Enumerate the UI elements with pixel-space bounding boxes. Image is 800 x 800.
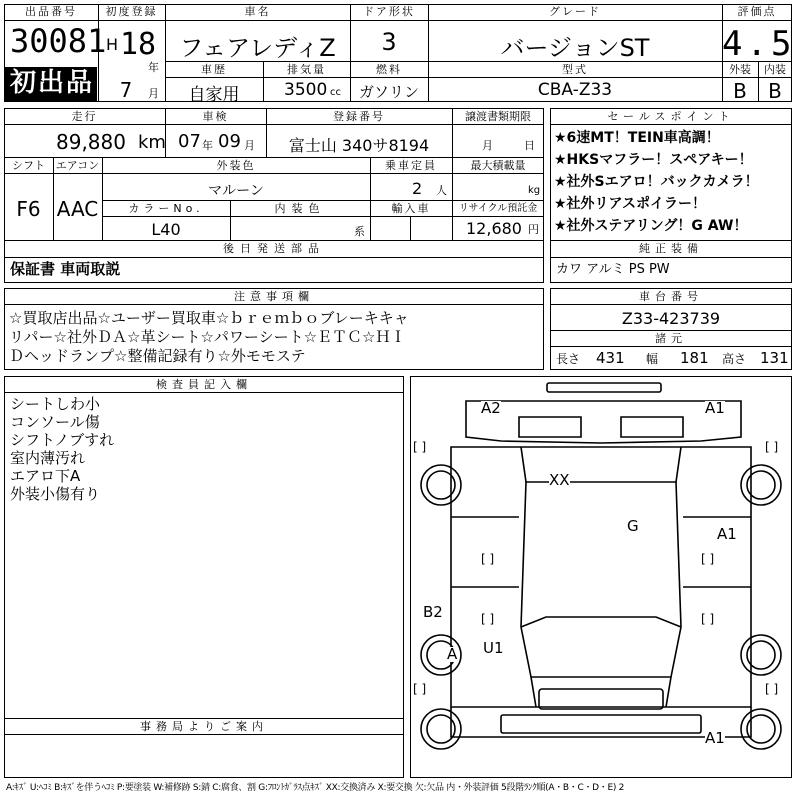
transfer-month-unit: 月 bbox=[482, 139, 493, 152]
later-parts-label: 後日発送部品 bbox=[223, 242, 325, 255]
interior-color-unit: 系 bbox=[354, 225, 365, 238]
damage-mark-b2: B2 bbox=[423, 603, 443, 621]
inspection-month-unit: 月 bbox=[244, 139, 255, 152]
max-load-label: 最大積載量 bbox=[470, 159, 526, 172]
height: 131 bbox=[760, 349, 789, 367]
height-label: 高さ bbox=[722, 352, 747, 366]
exterior-label: 外装 bbox=[729, 63, 751, 76]
bracket-left-mid: [ ] bbox=[481, 552, 495, 566]
standard-equipment-label: 純正装備 bbox=[639, 242, 703, 255]
model-code: CBA-Z33 bbox=[537, 80, 613, 100]
car-name-label: 車名 bbox=[244, 5, 271, 18]
dimensions-label: 諸元 bbox=[655, 332, 687, 345]
later-parts: 保証書 車両取説 bbox=[10, 260, 121, 278]
interior-color-label: 内装色 bbox=[274, 202, 326, 215]
damage-mark-a1-right: A1 bbox=[717, 525, 737, 543]
lot-number: 30081 bbox=[10, 22, 107, 60]
damage-mark-a2: A2 bbox=[481, 399, 501, 417]
displacement-unit: cc bbox=[330, 87, 341, 98]
max-load-unit: kg bbox=[528, 185, 541, 196]
aircon: AAC bbox=[56, 197, 99, 221]
shift: F6 bbox=[16, 197, 41, 221]
transfer-day-unit: 日 bbox=[524, 139, 535, 152]
bracket-left-low: [ ] bbox=[413, 682, 427, 696]
notes-line: リパー☆社外ＤＡ☆革シート☆パワーシート☆ＥＴＣ☆ＨＩ bbox=[9, 328, 406, 346]
bracket-right-top: [ ] bbox=[765, 440, 779, 454]
exterior-color: マルーン bbox=[208, 183, 264, 199]
seats-unit: 人 bbox=[436, 184, 447, 197]
registration-year: 18 bbox=[120, 27, 157, 62]
color-number-label: カラーNo. bbox=[128, 202, 204, 215]
grade-label: グレード bbox=[549, 5, 601, 18]
damage-mark-a-wheel: A bbox=[447, 645, 458, 663]
office-notice-label: 事務局よりご案内 bbox=[140, 720, 268, 733]
selling-point: ★社外リアスポイラー！ bbox=[554, 196, 706, 212]
bracket-right-mid: [ ] bbox=[701, 552, 715, 566]
inspector-line: エアロ下A bbox=[10, 467, 81, 485]
bracket-left-top: [ ] bbox=[413, 440, 427, 454]
bracket-right-bot: [ ] bbox=[701, 612, 715, 626]
month-unit: 月 bbox=[148, 87, 159, 100]
exterior-color-label: 外装色 bbox=[216, 159, 256, 172]
inspector-line: シートしわ小 bbox=[10, 395, 101, 413]
selling-point: ★HKSマフラー！スペアキー！ bbox=[554, 152, 753, 168]
car-name: フェアレディZ bbox=[179, 34, 336, 62]
interior-grade: B bbox=[768, 79, 782, 103]
inspection-year-unit: 年 bbox=[202, 139, 213, 152]
inspection-label: 車検 bbox=[202, 110, 229, 123]
selling-point: ★社外ステアリング！G AW！ bbox=[554, 218, 748, 234]
door-type-label: ドア形状 bbox=[363, 5, 415, 18]
bracket-right-low: [ ] bbox=[765, 682, 779, 696]
grade: バージョンST bbox=[500, 34, 650, 62]
first-registration-label: 初度登録 bbox=[105, 5, 158, 18]
notes-label: 注意事項欄 bbox=[234, 290, 314, 303]
chassis-label: 車台番号 bbox=[639, 290, 703, 303]
fuel: ガソリン bbox=[358, 83, 419, 101]
interior-label: 内装 bbox=[764, 63, 786, 76]
evaluation-score: 4.5 bbox=[722, 24, 796, 64]
damage-mark-g: G bbox=[627, 517, 639, 535]
inspector-notes-label: 検査員記入欄 bbox=[156, 378, 252, 391]
inspection-year: 07 bbox=[178, 131, 201, 152]
selling-point: ★6速MT！TEIN車高調！ bbox=[554, 130, 720, 146]
fuel-label: 燃料 bbox=[376, 63, 402, 76]
recycle-unit: 円 bbox=[528, 223, 539, 236]
car-outline bbox=[411, 377, 791, 777]
model-label: 型式 bbox=[562, 63, 588, 76]
door-type: 3 bbox=[381, 28, 397, 56]
length-label: 長さ bbox=[556, 352, 581, 366]
bracket-left-bot: [ ] bbox=[481, 612, 495, 626]
import-label: 輸入車 bbox=[391, 202, 431, 215]
seats: 2 bbox=[412, 179, 423, 198]
mileage: 89,880 bbox=[56, 130, 126, 154]
lot-number-label: 出品番号 bbox=[25, 5, 77, 18]
color-number: L40 bbox=[151, 220, 181, 239]
shift-label: シフト bbox=[12, 159, 45, 172]
selling-points-label: セールスポイント bbox=[607, 110, 735, 123]
notes-line: ☆買取店出品☆ユーザー買取車☆ｂｒｅｍｂｏブレーキキャ bbox=[9, 309, 409, 327]
exterior-grade: B bbox=[733, 79, 747, 103]
mileage-unit: km bbox=[138, 132, 166, 153]
damage-mark-a1-bottom: A1 bbox=[705, 729, 725, 747]
inspector-line: コンソール傷 bbox=[10, 413, 100, 431]
inspector-line: シフトノブすれ bbox=[10, 431, 115, 449]
inspector-line: 室内薄汚れ bbox=[10, 449, 86, 467]
damage-mark-u1: U1 bbox=[483, 639, 504, 657]
displacement: 3500 bbox=[284, 80, 328, 100]
length: 431 bbox=[596, 349, 625, 367]
era-letter: H bbox=[106, 35, 119, 54]
damage-mark-a1-top: A1 bbox=[705, 399, 725, 417]
transfer-deadline-label: 譲渡書類期限 bbox=[465, 110, 531, 123]
inspection-month: 09 bbox=[218, 131, 241, 152]
plate-label: 登録番号 bbox=[333, 110, 385, 123]
car-diagram bbox=[410, 376, 792, 778]
legend: A:ｷｽﾞ U:ﾍｺﾐ B:ｷｽﾞを伴うﾍｺﾐ P:要塗装 W:補修跡 S:錆 C:腐食、割 G:ﾌﾛﾝﾄｶﾞﾗｽ点ｷｽﾞ XX:交換済み X:要交換 欠:欠品 内・外装評価 5段階ﾗﾝｸ順(A・B・C・D・E) 2 bbox=[6, 783, 625, 793]
inspector-line: 外装小傷有り bbox=[10, 485, 101, 503]
notes-line: Ｄヘッドランプ☆整備記録有り☆外モモステ bbox=[9, 347, 306, 365]
aircon-label: エアコン bbox=[55, 159, 100, 172]
recycle-label: リサイクル預託金 bbox=[458, 203, 538, 214]
damage-mark-xx: XX bbox=[549, 471, 570, 489]
score-label: 評価点 bbox=[737, 5, 777, 18]
plate-number: 富士山 340サ8194 bbox=[288, 136, 430, 155]
history-label: 車歴 bbox=[201, 63, 227, 76]
seats-label: 乗車定員 bbox=[385, 159, 437, 172]
recycle-fee: 12,680 bbox=[466, 219, 522, 238]
width: 181 bbox=[680, 349, 709, 367]
selling-point: ★社外Sエアロ！バックカメラ！ bbox=[554, 174, 759, 190]
history: 自家用 bbox=[188, 85, 240, 105]
displacement-label: 排気量 bbox=[287, 63, 326, 76]
chassis-number: Z33-423739 bbox=[621, 309, 721, 328]
first-listing-text: 初出品 bbox=[10, 68, 95, 98]
registration-month: 7 bbox=[120, 78, 133, 102]
standard-equipment: カワ アルミ PS PW bbox=[556, 262, 670, 277]
year-unit: 年 bbox=[148, 61, 159, 74]
mileage-label: 走行 bbox=[71, 110, 98, 123]
width-label: 幅 bbox=[646, 352, 659, 366]
